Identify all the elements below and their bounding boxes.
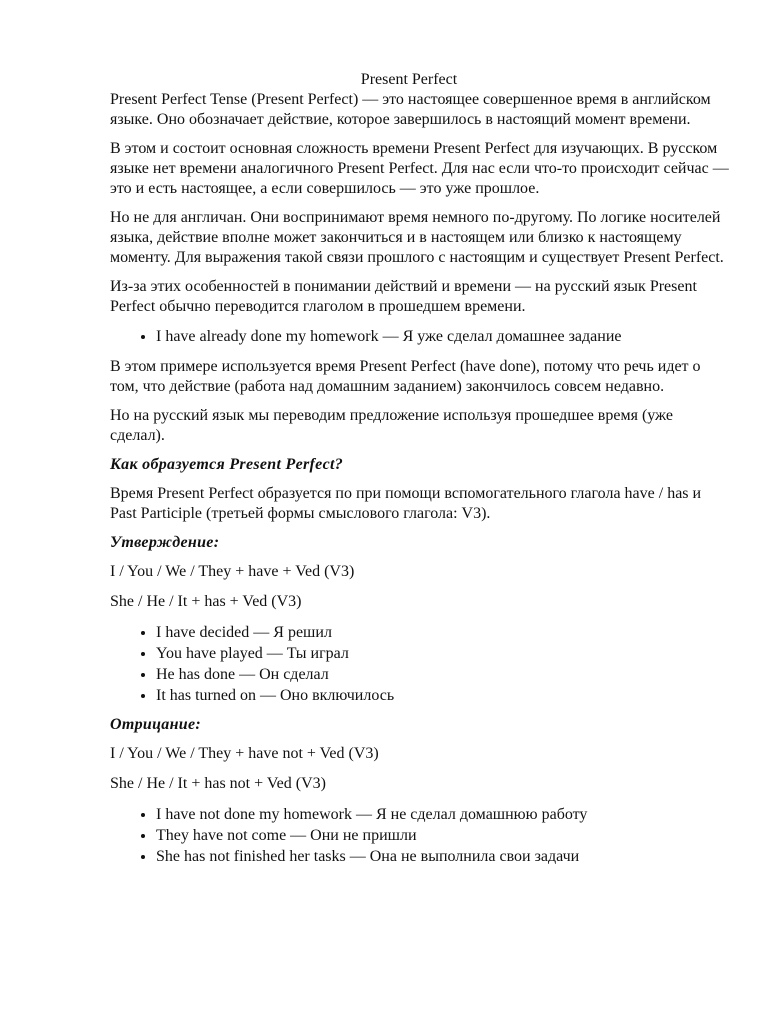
example-item: • I have already done my homework — Я уже сделал домашнее задание: [156, 326, 730, 347]
negative-formula-plural: I / You / We / They + have not + Ved (V3): [110, 745, 379, 762]
explanation-paragraph-1: В этом примере используется время Present Perfect (have done), потому что речь идет о том, что действие (работа над домашним заданием) закончилось совсем недавно.: [110, 358, 701, 395]
list-item: • He has done — Он сделал: [156, 664, 730, 685]
list-item: • It has turned on — Оно включилось: [156, 685, 730, 706]
affirmative-heading: Утверждение:: [110, 534, 220, 551]
list-item: • I have decided — Я решил: [156, 622, 730, 643]
negative-examples-list: [110, 804, 730, 867]
affirmative-formula-plural: I / You / We / They + have + Ved (V3): [110, 563, 355, 580]
document-title: Present Perfect: [360, 71, 458, 88]
formation-text: Время Present Perfect образуется по при помощи вспомогательного глагола have / has и Past Participle (третьей формы смыслового глагола: V3).: [110, 485, 702, 522]
example-list: [110, 326, 730, 347]
affirmative-formula-singular: She / He / It + has + Ved (V3): [110, 593, 302, 610]
negative-formula-singular: She / He / It + has not + Ved (V3): [110, 775, 326, 792]
list-item: • She has not finished her tasks — Она не выполнила свои задачи: [156, 846, 730, 867]
formation-heading: Как образуется Present Perfect?: [110, 456, 344, 473]
explanation-paragraph-2: Но на русский язык мы переводим предложение используя прошедшее время (уже сделал).: [110, 407, 673, 444]
intro-paragraph-4: Из-за этих особенностей в понимании действий и времени — на русский язык Present Perfect обычно переводится глаголом в прошедшем времени.: [110, 278, 697, 315]
list-item: • You have played — Ты играл: [156, 643, 730, 664]
negative-heading: Отрицание:: [110, 716, 202, 733]
affirmative-examples-list: [110, 622, 730, 706]
intro-paragraph-1: Present Perfect Tense (Present Perfect) — это настоящее совершенное время в английском языке. Оно обозначает действие, которое завершилось в настоящий момент времени.: [110, 91, 711, 128]
list-item: • They have not come — Они не пришли: [156, 825, 730, 846]
intro-paragraph-3: Но не для англичан. Они воспринимают время немного по-другому. По логике носителей языка, действие вполне может закончиться и в настоящем или близко к настоящему моменту. Для выражения такой связи прошлого с настоящим и существует Present Perfect.: [110, 209, 724, 266]
intro-paragraph-2: В этом и состоит основная сложность времени Present Perfect для изучающих. В русском языке нет времени аналогичного Present Perfect. Для нас если что-то происходит сейчас — это и есть настоящее, а если совершилось — это уже прошлое.: [110, 140, 729, 197]
document-page: [110, 70, 730, 876]
list-item: • I have not done my homework — Я не сделал домашнюю работу: [156, 804, 730, 825]
